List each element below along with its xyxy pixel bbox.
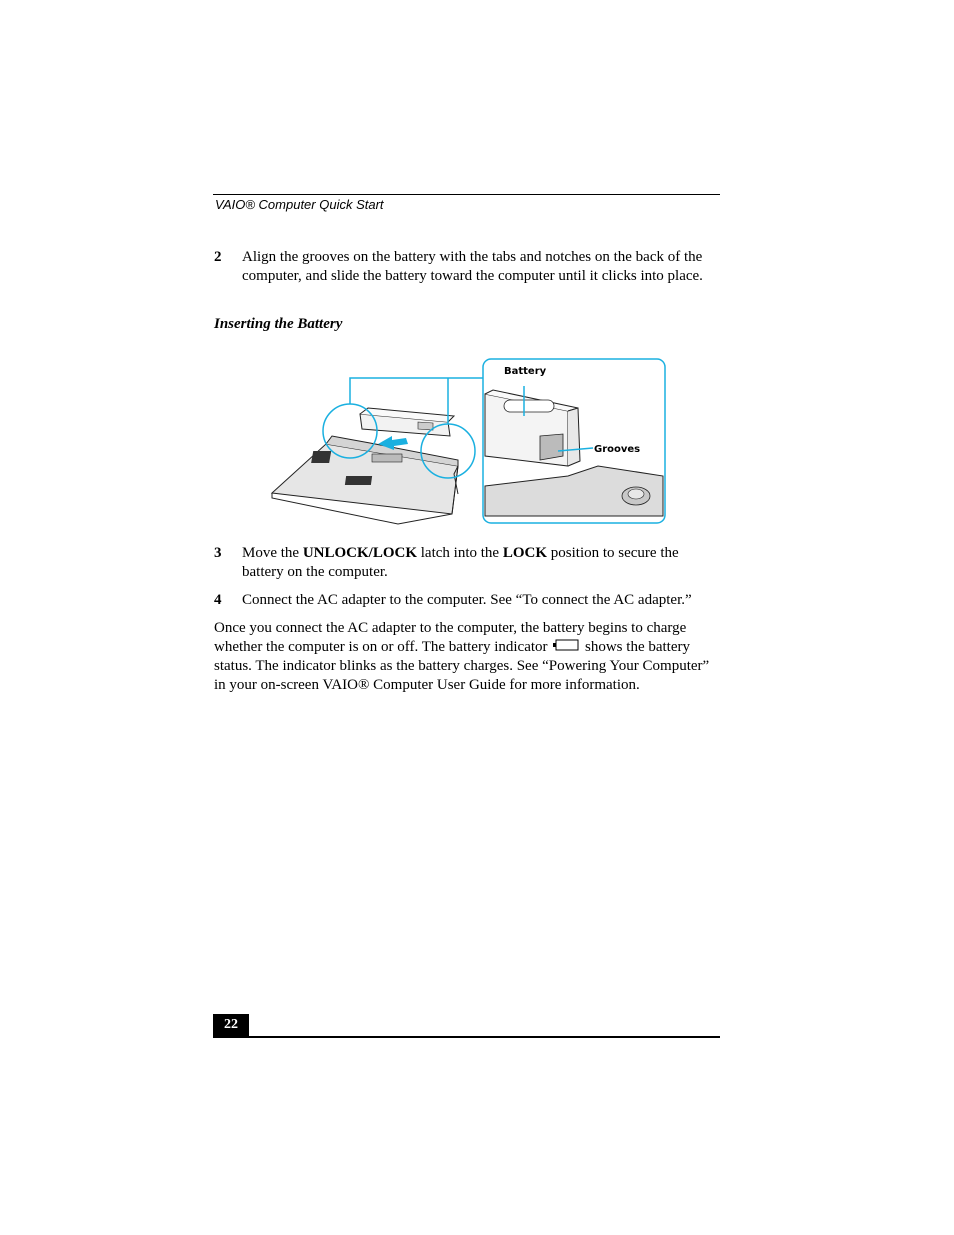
step-3	[214, 544, 720, 582]
step-number: 3	[214, 545, 222, 561]
step-text: Align the grooves on the battery with the tabs and notches on the back of the computer, and slide the battery toward the computer until it clicks into place.	[242, 249, 703, 284]
running-header: VAIO® Computer Quick Start	[215, 197, 384, 212]
grooves-label: Grooves	[594, 444, 641, 455]
paragraph-text: Once you connect the AC adapter to the computer, the battery begins to charge whether the computer is on or off. The battery indicator	[214, 620, 687, 655]
page-number: 22	[213, 1014, 249, 1036]
step-text-part: position to secure the battery on the computer.	[242, 545, 679, 580]
battery-insertion-illustration	[268, 356, 668, 526]
step-number: 2	[214, 249, 222, 265]
footer-rule	[213, 1036, 720, 1038]
charging-paragraph	[214, 619, 720, 695]
header-rule	[213, 194, 720, 195]
step-text-part: latch into the	[417, 545, 503, 561]
zoom-inset	[483, 359, 665, 523]
step-4	[214, 591, 720, 610]
laptop-illustration	[272, 378, 483, 524]
battery-label: Battery	[504, 366, 547, 377]
step-number: 4	[214, 592, 222, 608]
battery-icon	[553, 638, 579, 657]
step-text	[242, 544, 720, 582]
lock-term: LOCK	[502, 545, 548, 561]
paragraph-text: shows the battery status. The indicator blinks as the battery charges. See “Powering Your Computer” in your on-screen VAIO® Computer User Guide for more information.	[214, 639, 710, 694]
unlock-lock-term: UNLOCK/LOCK	[302, 545, 418, 561]
step-text: Connect the AC adapter to the computer. See “To connect the AC adapter.”	[242, 592, 692, 608]
step-text-part: Move the	[242, 545, 303, 561]
figure-caption: Inserting the Battery	[214, 316, 343, 332]
step-2	[214, 248, 720, 286]
